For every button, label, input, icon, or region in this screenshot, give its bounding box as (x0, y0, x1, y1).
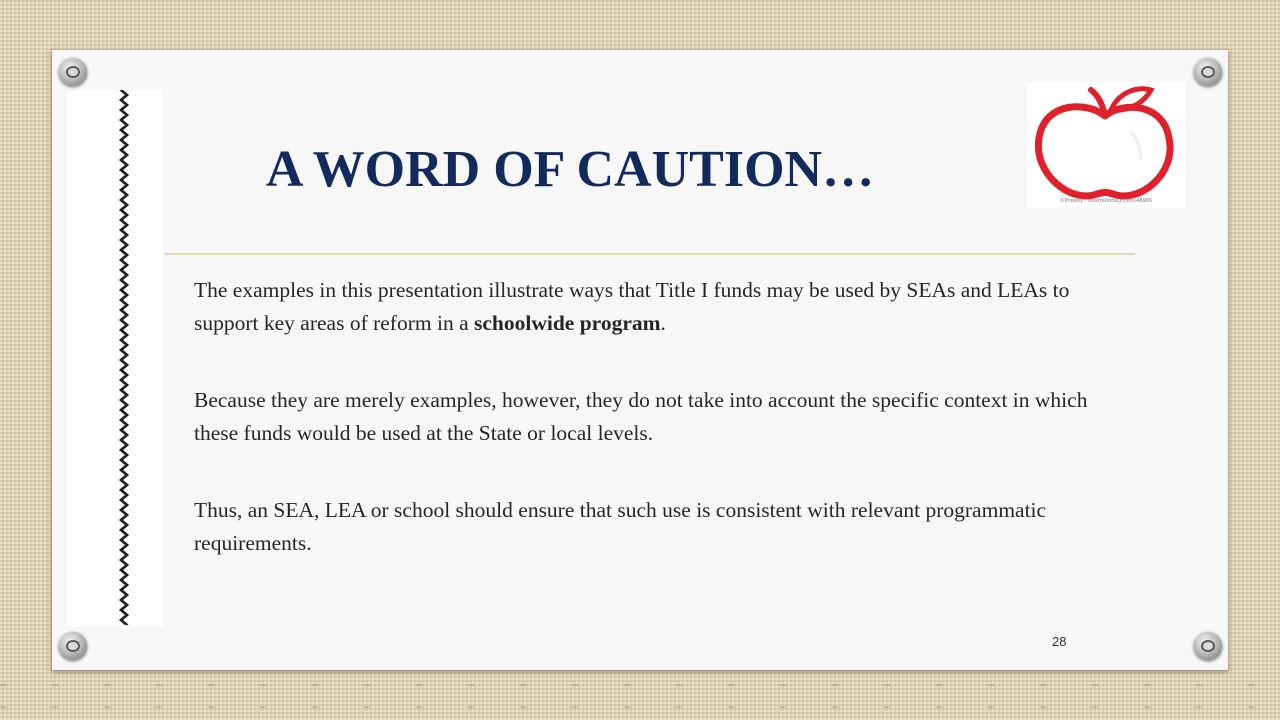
page-number: 28 (1052, 634, 1067, 649)
wavy-line-decoration (117, 90, 131, 626)
slide-title: A WORD OF CAUTION… (265, 141, 875, 198)
paragraph-1-bold-term: schoolwide program (474, 311, 661, 335)
paragraph-3: Thus, an SEA, LEA or school should ensure that such use is consistent with relevant programmatic requirements. (194, 498, 1047, 555)
paragraph-1 (194, 274, 1094, 340)
pushpin-bottom-right-icon (1194, 632, 1222, 660)
pushpin-bottom-left-icon (59, 632, 87, 660)
apple-icon (1027, 82, 1185, 208)
decorative-wave-strip (67, 90, 163, 626)
paragraph-1-text: The examples in this presentation illustrate ways that Title I funds may be used by SEAs and LEAs to support key areas of reform in a (194, 278, 1070, 335)
burlap-stitch (0, 706, 1280, 708)
title-divider (165, 253, 1135, 255)
paragraph-2: Because they are merely examples, however, they do not take into account the specific context in which these funds would be used at the State or local levels. (194, 388, 1088, 445)
apple-logo (1027, 82, 1185, 208)
paragraph-1-period: . (660, 311, 666, 335)
pushpin-top-right-icon (1194, 58, 1222, 86)
burlap-stitch (0, 684, 1280, 686)
pushpin-top-left-icon (59, 58, 87, 86)
slide-body (194, 274, 1094, 604)
logo-caption: ©Prawny · illustrationsOf.com/48965 (1059, 198, 1153, 204)
